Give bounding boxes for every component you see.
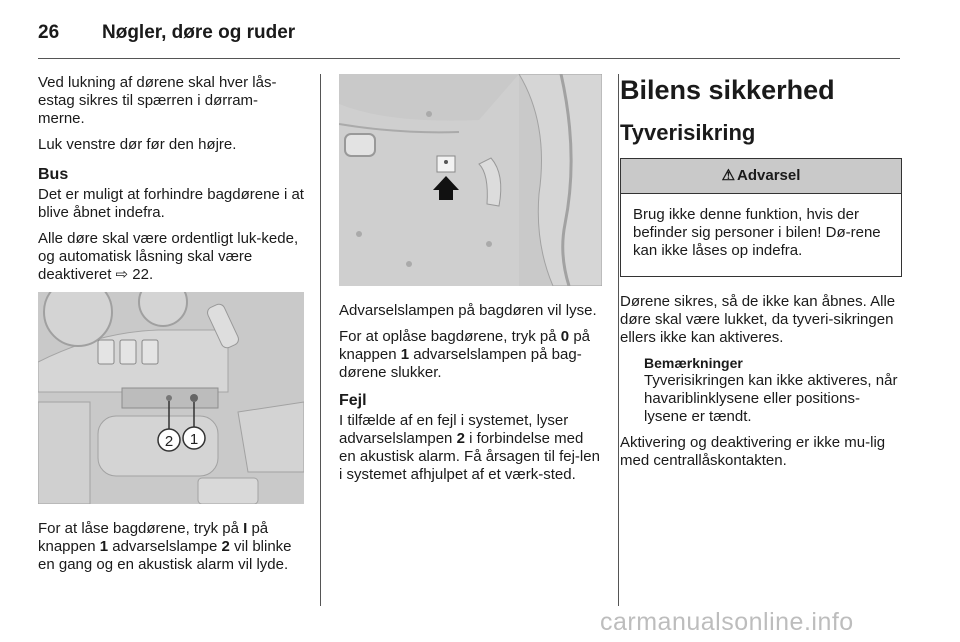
page-ref[interactable]: 22. bbox=[132, 266, 154, 283]
callout-1: 1 bbox=[189, 431, 199, 448]
paragraph-lamp-lights: Advarselslampen på bagdøren vil lyse. bbox=[339, 302, 597, 319]
paragraph-locking-lever: Ved lukning af dørene skal hver lås-estag sikres til spærren i dørram-merne. bbox=[38, 74, 277, 127]
paragraph-central-lock: Aktivering og deaktivering er ikke mu-lig med centrallåskontakten. bbox=[620, 434, 886, 469]
subsection-title: Tyverisikring bbox=[620, 120, 756, 145]
warning-body bbox=[621, 194, 901, 276]
note-block bbox=[620, 355, 902, 426]
paragraph-lock-rear-doors: For at låse bagdørene, tryk på I på knappen 1 advarselslampe 2 vil blinke en gang og en akustisk alarm vil lyde. bbox=[38, 520, 292, 573]
heading-bus: Bus bbox=[38, 166, 69, 183]
figure-dashboard-buttons bbox=[38, 292, 304, 504]
warning-title: Advarsel bbox=[737, 167, 801, 184]
paragraph-anti-theft: Dørene sikres, så de ikke kan åbnes. Alle døre skal være lukket, da tyveri-sikringen ellers ikke kan aktiveres. bbox=[620, 293, 896, 346]
warning-triangle-icon: ⚠ bbox=[721, 167, 736, 184]
section-title: Bilens sikkerhed bbox=[620, 75, 835, 105]
page-header bbox=[38, 8, 900, 58]
rear-door-illustration bbox=[339, 74, 602, 286]
column-right bbox=[620, 74, 902, 478]
dashboard-illustration bbox=[38, 292, 304, 504]
paragraph-unlock-rear-doors: For at oplåse bagdørene, tryk på 0 på knappen 1 advarselslampen på bag-dørene slukker. bbox=[339, 328, 590, 381]
callout-2: 2 bbox=[164, 433, 174, 450]
paragraph-bus-conditions: Alle døre skal være ordentligt luk-kede, og automatisk låsning skal være deaktiveret ⇨ 22. bbox=[38, 230, 299, 283]
heading-fejl: Fejl bbox=[339, 392, 367, 409]
paragraph-bus-intro: Det er muligt at forhindre bagdørene i at blive åbnet indefra. bbox=[38, 186, 304, 221]
paragraph-fault: I tilfælde af en fejl i systemet, lyser advarselslampen 2 i forbindelse med en akustisk alarm. Få årsagen til fej-len i systemet afhjulpet af et værk-sted. bbox=[339, 412, 600, 483]
warning-box bbox=[620, 158, 902, 277]
column-divider-2 bbox=[618, 74, 619, 606]
column-middle bbox=[339, 74, 602, 492]
note-title: Bemærkninger bbox=[644, 355, 743, 371]
figure-rear-door-lamp bbox=[339, 74, 602, 286]
page-title: Nøgler, døre og ruder bbox=[102, 22, 296, 43]
page-number: 26 bbox=[38, 22, 60, 43]
warning-header bbox=[621, 159, 901, 194]
note-text: Tyverisikringen kan ikke aktiveres, når havariblinklysene eller positions-lysene er tændt. bbox=[644, 372, 898, 425]
page-ref-arrow-icon[interactable]: ⇨ bbox=[115, 266, 129, 283]
warning-text: Brug ikke denne funktion, hvis der befinder sig personer i bilen! Dø-rene kan ikke låses op indefra. bbox=[633, 206, 881, 259]
column-divider-1 bbox=[320, 74, 321, 606]
header-rule bbox=[38, 58, 900, 59]
paragraph-close-order: Luk venstre dør før den højre. bbox=[38, 136, 237, 153]
column-left bbox=[38, 74, 304, 582]
watermark: carmanualsonline.info bbox=[600, 608, 854, 636]
